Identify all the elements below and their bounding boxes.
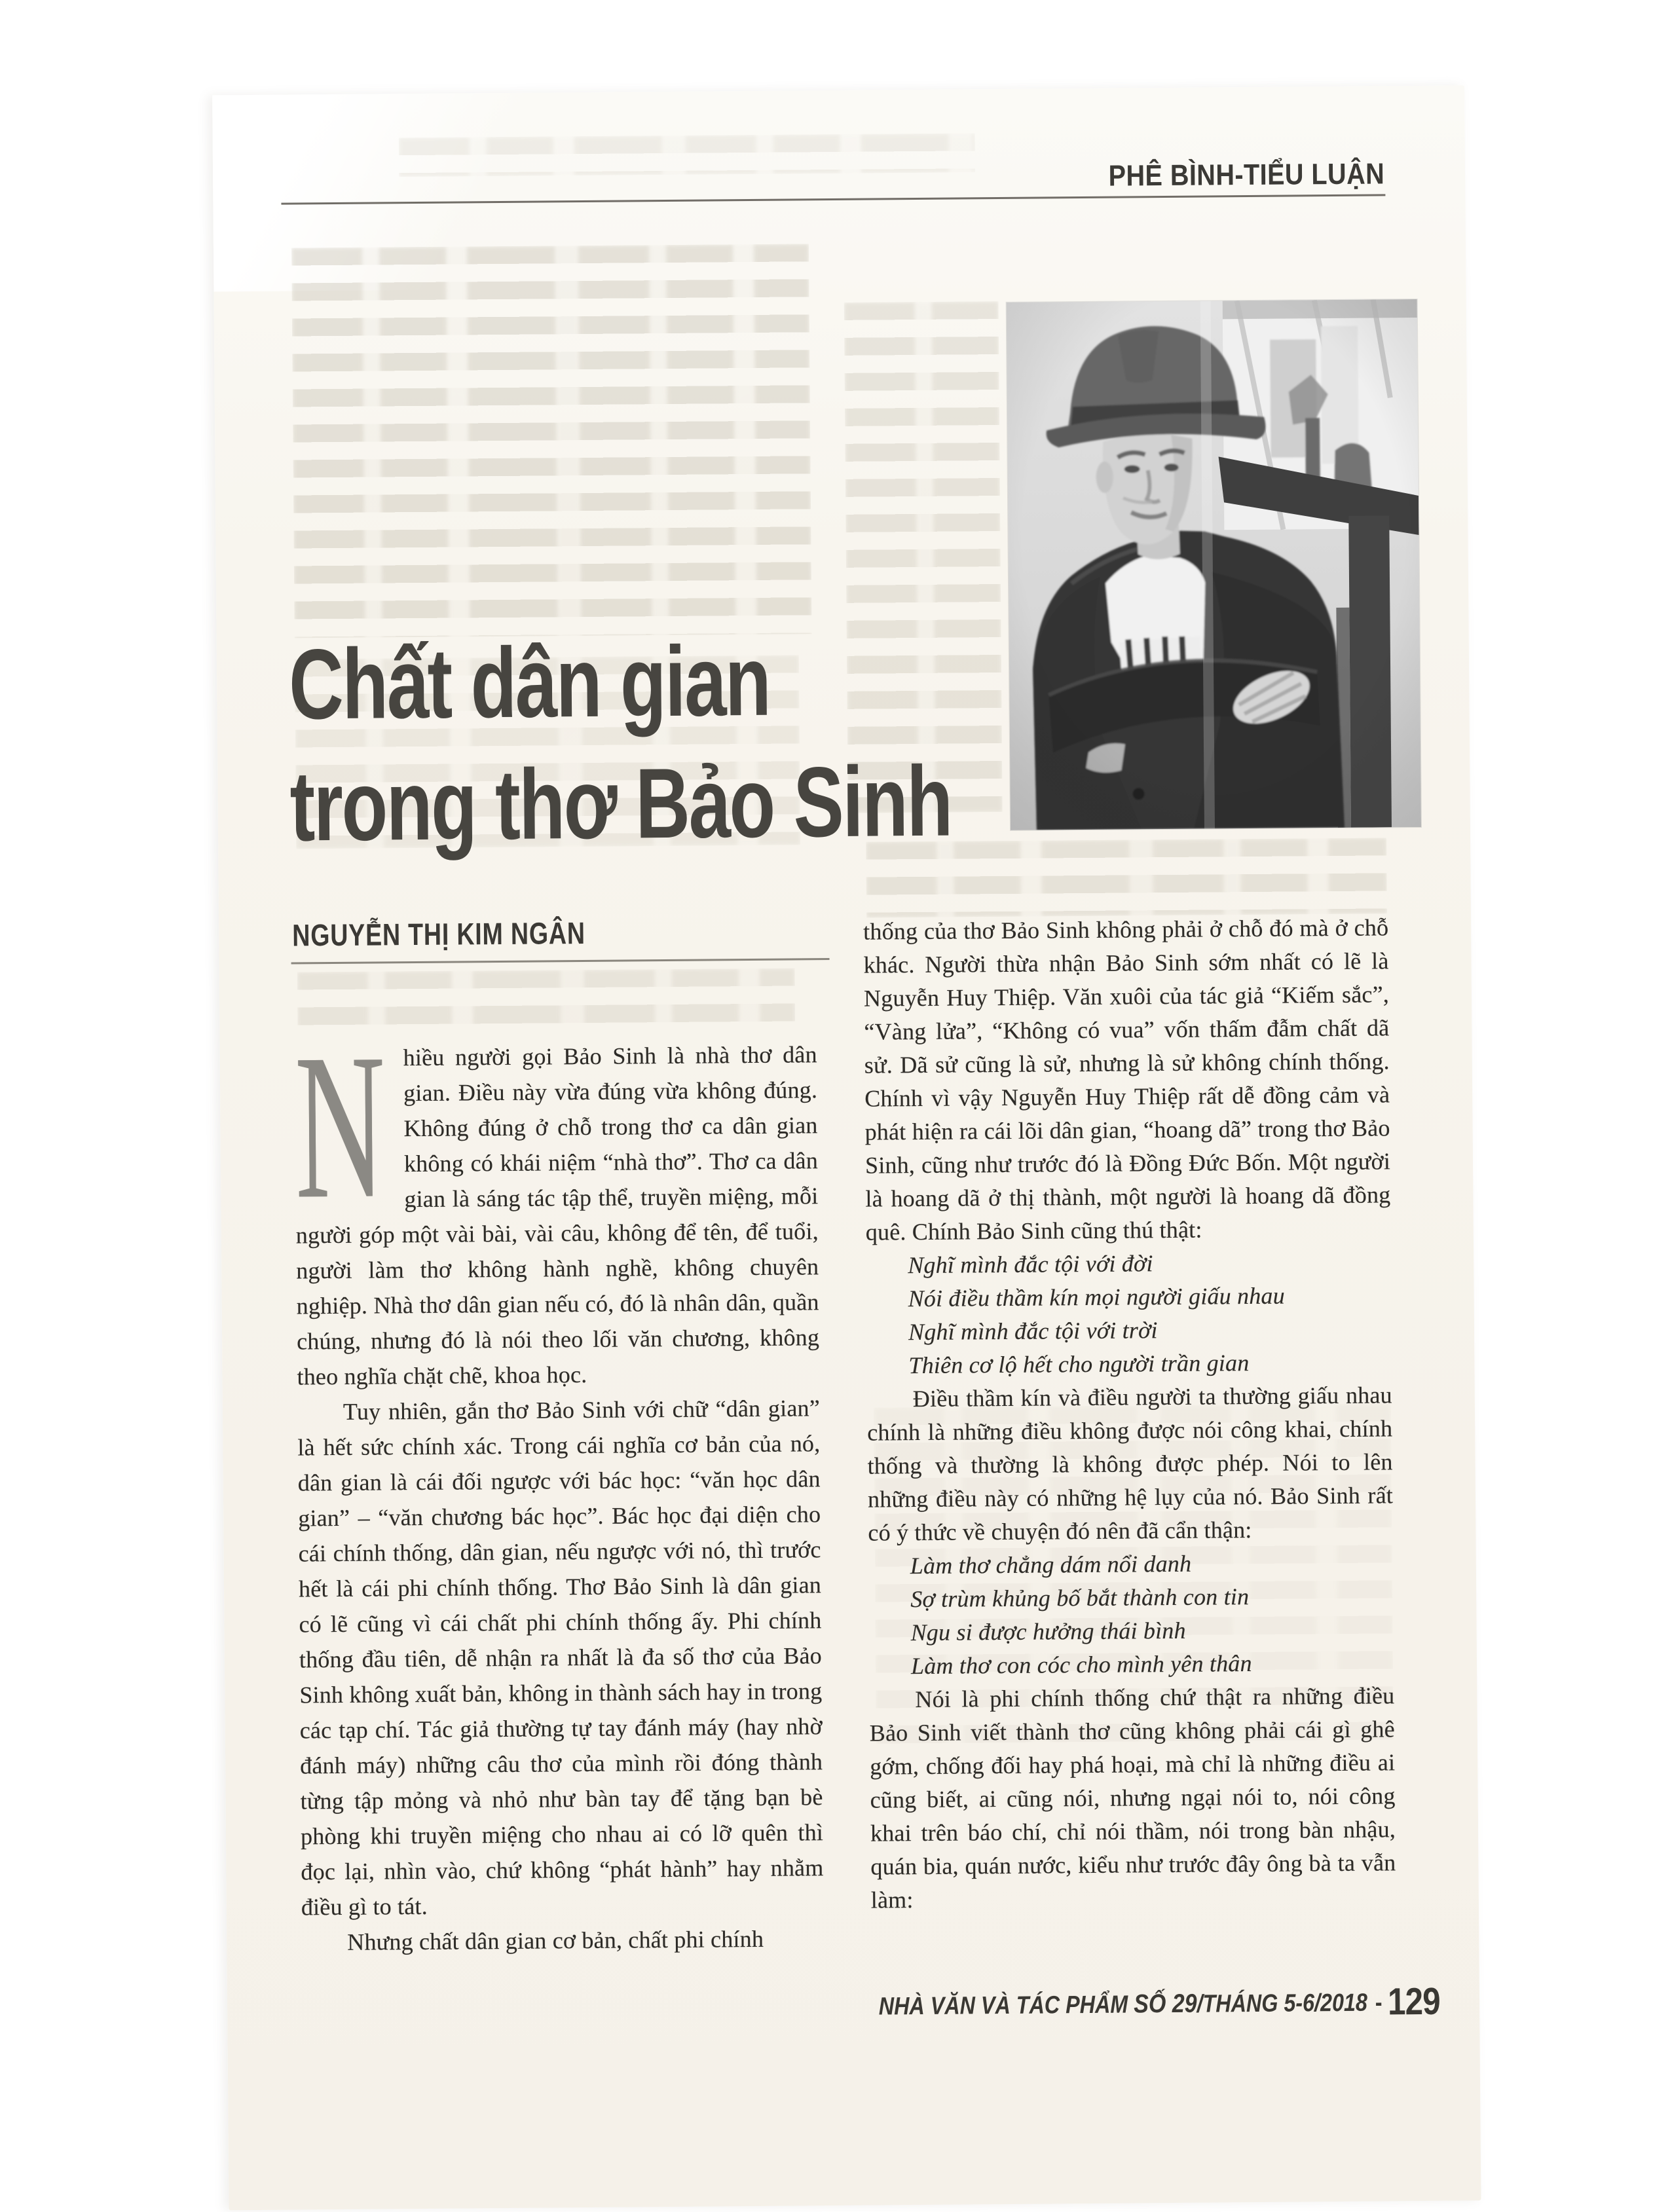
- issue-number: SỐ 29: [1134, 1989, 1197, 2019]
- right-column: [863, 911, 1396, 1917]
- bleedthrough-text: [291, 244, 812, 638]
- left-column: [294, 1010, 824, 1960]
- verse-line: Làm thơ chẳng dám nổi danh: [910, 1550, 1192, 1579]
- verse-line: Thiên cơ lộ hết cho người trần gian: [908, 1350, 1250, 1379]
- page-footer: [878, 1980, 1441, 2027]
- paragraph: [294, 1010, 820, 1394]
- author-name: NGUYỄN THỊ KIM NGÂN: [292, 915, 586, 953]
- article-title-line1: Chất dân gian: [288, 625, 770, 741]
- verse-line: Nghĩ mình đắc tội với trời: [908, 1317, 1158, 1346]
- verse-line: Nói điều thầm kín mọi người giấu nhau: [908, 1282, 1285, 1312]
- footer-separator: -: [1375, 1989, 1382, 2017]
- article-title-line2: trong thơ Bảo Sinh: [289, 745, 952, 862]
- verse-line: Sợ trùm khủng bố bắt thành con tin: [910, 1583, 1250, 1613]
- section-header: PHÊ BÌNH-TIỂU LUẬN: [1108, 157, 1385, 193]
- portrait-photo: [1007, 299, 1421, 830]
- issue-date: /THÁNG 5-6/2018: [1197, 1989, 1368, 2018]
- paragraph: thống của thơ Bảo Sinh không phải ở chỗ đó mà ở chỗ khác. Người thừa nhận Bảo Sinh sớm nhất có lẽ là Nguyễn Huy Thiệp. Văn xuôi của tác giả “Kiếm sắc”, “Vàng lửa”, “Không có vua” vốn thấm đẫm chất dã sử. Dã sử cũng là sử, nhưng là sử không chính thống. Chính vì vậy Nguyễn Huy Thiệp rất dễ đồng cảm và phát hiện ra cái lõi dân gian, “hoang dã” trong thơ Bảo Sinh, cũng như trước đó là Đồng Đức Bốn. Một người là hoang dã ở thị thành, một người là hoang dã đồng quê. Chính Bảo Sinh cũng thú thật:: [863, 914, 1391, 1245]
- dropcap: N: [294, 1010, 386, 1242]
- journal-name: NHÀ VĂN VÀ TÁC PHẨM: [878, 1991, 1134, 2021]
- paragraph: Nói là phi chính thống chứ thật ra những điều Bảo Sinh viết thành thơ cũng không phải cái gì ghê gớm, chống đối hay phá hoại, mà chỉ là những điều ai cũng biết, ai cũng nói, nhưng ngại nói to, nói công khai trên báo chí, chỉ nói thầm, nói trong bàn nhậu, quán bia, quán nước, kiểu như trước đây ông bà ta vẫn làm:: [869, 1682, 1396, 1913]
- page-number: 129: [1387, 1980, 1441, 2023]
- verse-line: Nghĩ mình đắc tội với đời: [908, 1250, 1153, 1279]
- paragraph: Tuy nhiên, gắn thơ Bảo Sinh với chữ “dân gian” là hết sức chính xác. Trong cái nghĩa cơ bản của nó, dân gian là cái đối ngược với bác học: “văn học dân gian” – “văn chương bác học”. Bác học đại diện cho cái chính thống, dân gian, nếu ngược với nó, thì trước hết là cái phi chính thống. Thơ Bảo Sinh là dân gian có lẽ cũng vì cái chất phi chính thống ấy. Phi chính thống đầu tiên, dễ nhận ra nhất là đa số thơ của Bảo Sinh không xuất bản, không in thành sách hay in trong các tạp chí. Tác giả thường tự tay đánh máy (hay nhờ đánh máy) những câu thơ của mình rồi đóng thành từng tập mỏng và nhỏ như bàn tay để tặng bạn bè phòng khi truyền miệng cho nhau ai có lỡ quên thì đọc lại, nhìn vào, chứ không “phát hành” hay nhằm điều gì to tát.: [297, 1395, 824, 1921]
- verse-line: Ngu si được hưởng thái bình: [910, 1617, 1186, 1646]
- portrait-photo-art: [1007, 299, 1421, 830]
- article-title: [288, 619, 952, 868]
- paragraph: Nhưng chất dân gian cơ bản, chất phi chính: [347, 1925, 764, 1955]
- verse-line: Làm thơ con cóc cho mình yên thân: [910, 1650, 1252, 1680]
- paragraph: Điều thầm kín và điều người ta thường giấu nhau chính là những điều không được nói công khai, chính thống và thường là không được phép. Nói to lên những điều này có những hệ lụy của nó. Bảo Sinh rất có ý thức về chuyện đó nên đã cẩn thận:: [867, 1382, 1394, 1546]
- paragraph-text: hiều người gọi Bảo Sinh là nhà thơ dân gian. Điều này vừa đúng vừa không đúng. Không đúng ở chỗ trong thơ ca dân gian không có khái niệm “nhà thơ”. Thơ ca dân gian là sáng tác tập thể, truyền miệng, mỗi người góp một vài bài, vài câu, không để tên, để tuổi, người làm thơ không hành nghề, không chuyên nghiệp. Nhà thơ dân gian nếu có, đó là nhân dân, quần chúng, nhưng đó là nói theo lối văn chương, không theo nghĩa chặt chẽ, khoa học.: [295, 1041, 820, 1390]
